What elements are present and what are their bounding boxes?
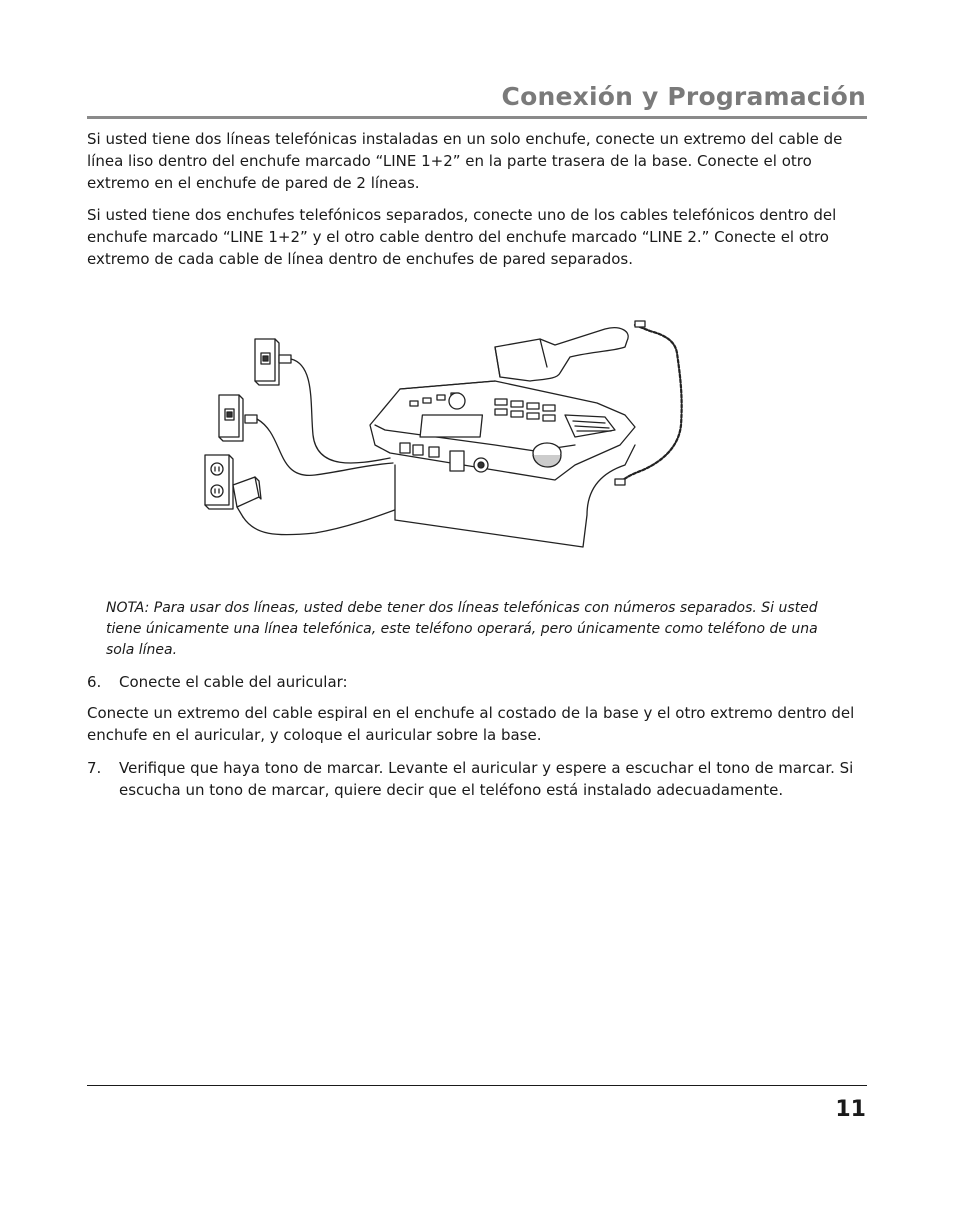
step-6: [87, 671, 867, 693]
step-7-text: Verifique que haya tono de marcar. Levante el auricular y espere a escuchar el tono de marcar. Si escucha un tono de marcar, quiere decir que el teléfono está instalado adecuadamente.: [119, 759, 854, 799]
step-7: [87, 757, 867, 801]
step-7-number: 7.: [87, 759, 102, 777]
paragraph-coiled-cord: Conecte un extremo del cable espiral en el enchufe al costado de la base y el otro extremo dentro del enchufe en el auricular, y coloque el auricular sobre la base.: [87, 704, 855, 744]
paragraph-single-jack: Si usted tiene dos líneas telefónicas instaladas en un solo enchufe, conecte un extremo del cable de línea liso dentro del enchufe marcado “LINE 1+2” en la parte trasera de la base. Conecte el otro extremo en el enchufe de pared de 2 líneas.: [87, 130, 843, 192]
paragraph-separate-jacks: Si usted tiene dos enchufes telefónicos separados, conecte uno de los cables telefónicos dentro del enchufe marcado “LINE 1+2” y el otro cable dentro del enchufe marcado “LINE 2.” Conecte el otro extremo de cada cable de línea dentro de enchufes de pared separados.: [87, 206, 837, 268]
step-6-text: Conecte el cable del auricular:: [119, 673, 348, 691]
wall-jack-line-1-icon: [255, 339, 291, 385]
page-title: Conexión y Programación: [501, 82, 866, 111]
coiled-cord: [620, 325, 682, 483]
footer-rule: [87, 1085, 867, 1086]
line-cord-1: [291, 359, 390, 463]
note-two-lines: NOTA: Para usar dos líneas, usted debe tener dos líneas telefónicas con números separados. Si usted tiene únicamente una línea telefónica, este teléfono operará, pero únicamente como teléfono de una sola línea.: [106, 600, 818, 658]
step-6-number: 6.: [87, 673, 102, 691]
phone-connection-illustration: [195, 295, 705, 555]
header-rule: [87, 116, 867, 119]
power-outlet-icon: [205, 455, 261, 517]
wall-jack-line-2-icon: [219, 395, 257, 441]
handset-icon: [495, 328, 628, 381]
page-number: 11: [835, 1097, 866, 1122]
